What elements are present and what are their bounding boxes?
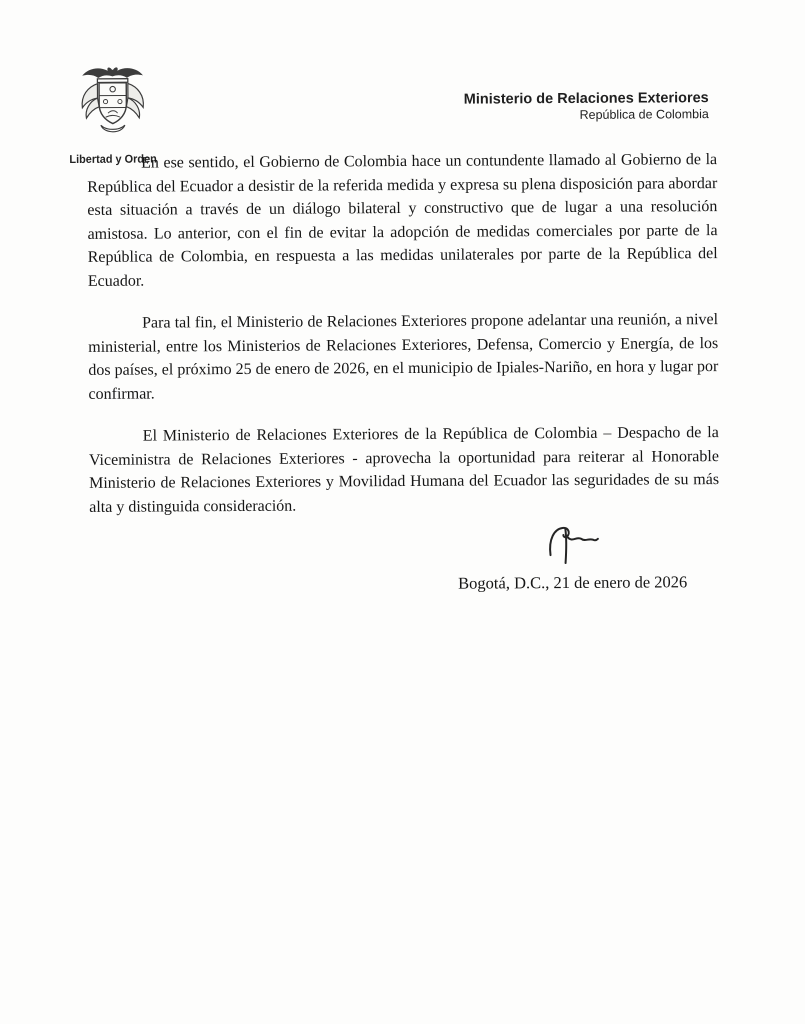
signature-area — [454, 522, 690, 593]
emblem-caption: Libertad y Orden — [69, 153, 157, 167]
paragraph-3: El Ministerio de Relaciones Exteriores de la República de Colombia – Despacho de la Viceministra de Relaciones Exteriores - aprovecha la oportunidad para reiterar al Honorable Ministerio de Relaciones Exteriores y Movilidad Humana del Ecuador las seguridades de su más alta y distinguida consideración. — [88, 424, 720, 516]
colombia-coat-of-arms-icon — [72, 62, 153, 152]
country-name: República de Colombia — [579, 107, 709, 122]
letterhead — [464, 90, 709, 123]
paragraph-1: En ese sentido, el Gobierno de Colombia hace un contundente llamado al Gobierno de la República del Ecuador a desistir de la referida medida y expresa su plena disposición para abordar esta situación a través de un diálogo bilateral y constructivo que de lugar a una resolución amistosa. Lo anterior, con el fin de evitar la adopción de medidas comerciales por parte de la República de Colombia, en respuesta a las medidas unilaterales por parte de la República del Ecuador. — [87, 151, 718, 290]
paragraph-2: Para tal fin, el Ministerio de Relaciones Exteriores propone adelantar una reunión, a nivel ministerial, entre los Ministerios de Relaciones Exteriores, Defensa, Comercio y Energía, de los dos países, el próximo 25 de enero de 2026, en el municipio de Ipiales-Nariño, en hora y lugar por confirmar. — [88, 311, 719, 403]
handwritten-signature — [542, 523, 602, 567]
place-date-line: Bogotá, D.C., 21 de enero de 2026 — [458, 572, 688, 593]
ministry-name: Ministerio de Relaciones Exteriores — [463, 90, 709, 108]
emblem — [66, 61, 159, 166]
letter-body — [87, 148, 719, 538]
